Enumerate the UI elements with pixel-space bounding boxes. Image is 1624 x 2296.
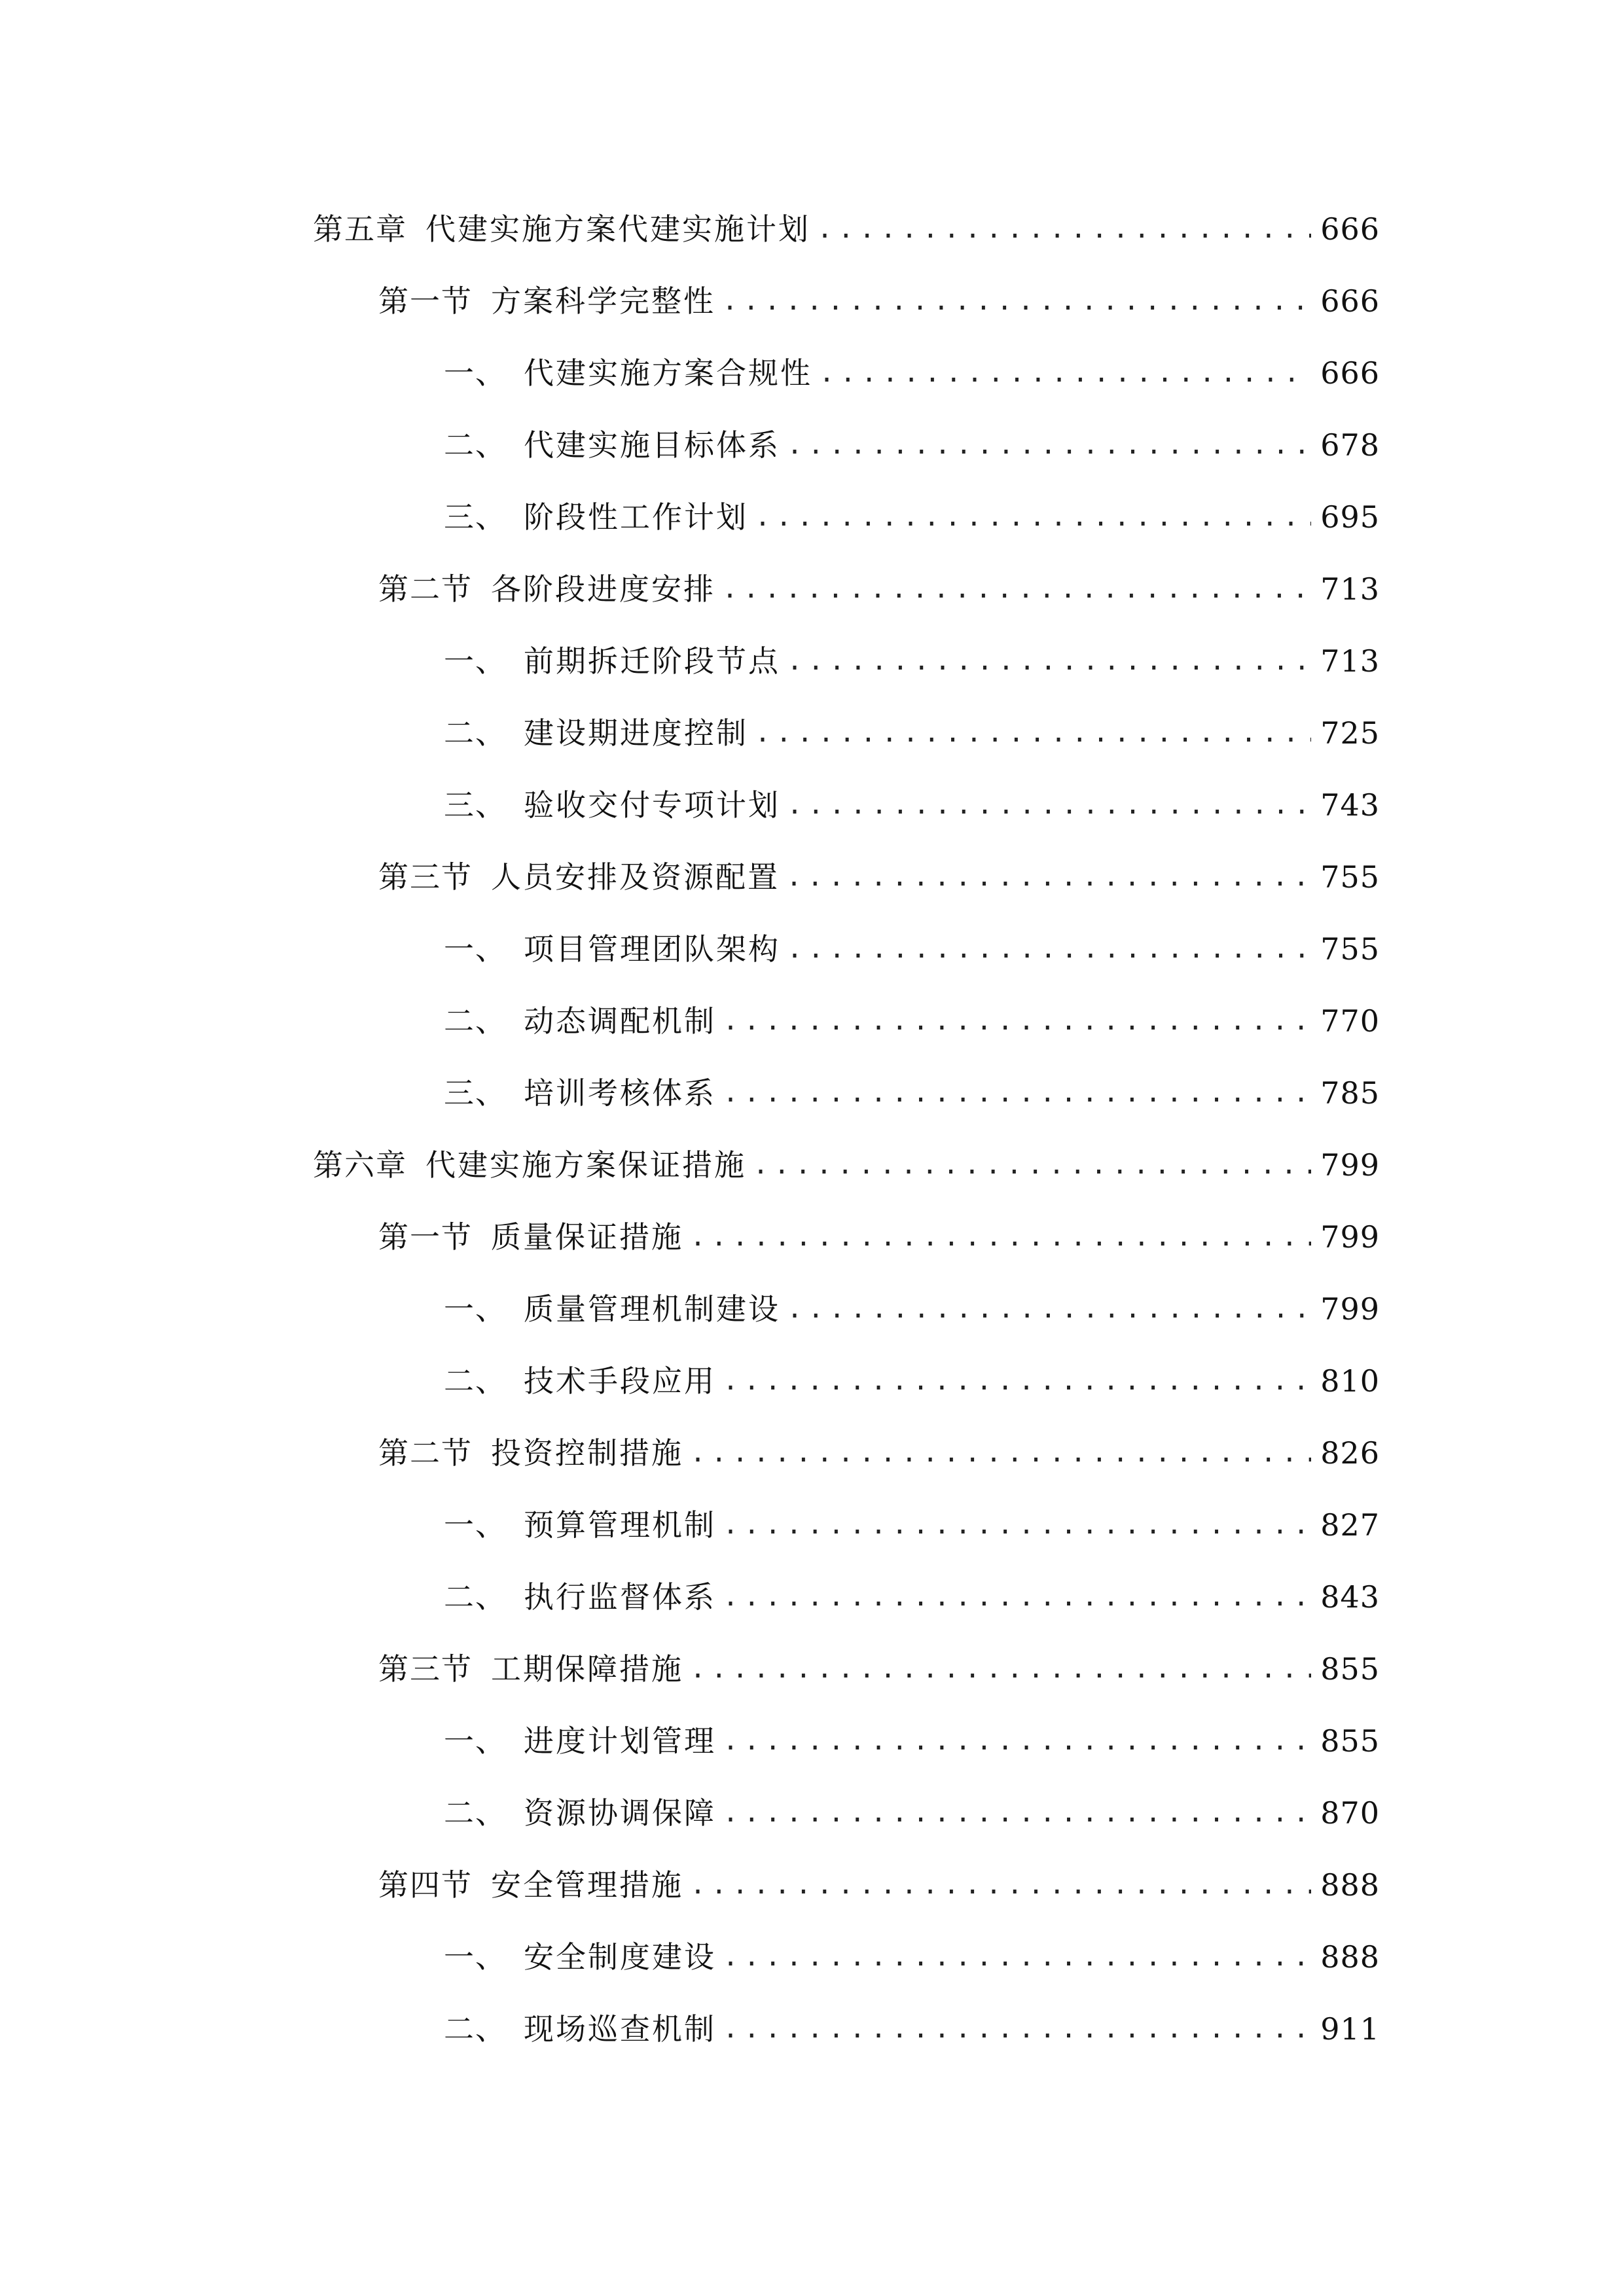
toc-dot-leader — [755, 491, 1311, 543]
toc-entry-title: 资源协调保障 — [524, 1795, 716, 1831]
toc-dot-leader — [723, 2003, 1311, 2055]
toc-entry-title: 验收交付专项计划 — [524, 787, 780, 823]
toc-entry-prefix: 第一节 — [378, 1219, 473, 1255]
toc-entry-page-number: 678 — [1320, 427, 1380, 463]
toc-entry-title: 投资控制措施 — [491, 1435, 683, 1471]
toc-entry-prefix: 第六章 — [313, 1147, 407, 1183]
toc-entry-title: 安全制度建设 — [524, 1939, 716, 1975]
toc-entry-page-number: 785 — [1320, 1075, 1380, 1111]
toc-entry-title: 人员安排及资源配置 — [491, 859, 780, 895]
toc-dot-leader — [722, 275, 1311, 327]
toc-entry-prefix: 一、 — [444, 1939, 507, 1975]
toc-entry-subsection[interactable] — [444, 1499, 1380, 1551]
toc-entry-section[interactable] — [378, 1643, 1380, 1695]
toc-dot-leader — [723, 1715, 1311, 1767]
toc-dot-leader — [817, 203, 1311, 255]
toc-entry-subsection[interactable] — [444, 779, 1380, 831]
toc-entry-title: 进度计划管理 — [524, 1723, 716, 1759]
toc-entry-prefix: 一、 — [444, 355, 507, 391]
toc-entry-section[interactable] — [378, 275, 1380, 327]
toc-entry-page-number: 713 — [1320, 571, 1380, 607]
toc-entry-page-number: 755 — [1320, 931, 1380, 967]
toc-entry-title: 质量管理机制建设 — [524, 1291, 780, 1327]
toc-entry-subsection[interactable] — [444, 1787, 1380, 1839]
toc-entry-subsection[interactable] — [444, 1355, 1380, 1407]
toc-entry-subsection[interactable] — [444, 491, 1380, 543]
toc-entry-page-number: 870 — [1320, 1795, 1380, 1831]
toc-entry-prefix: 第三节 — [378, 1651, 473, 1687]
toc-entry-section[interactable] — [378, 1859, 1380, 1911]
toc-entry-subsection[interactable] — [444, 1931, 1380, 1983]
toc-dot-leader — [787, 419, 1311, 471]
toc-dot-leader — [786, 851, 1311, 903]
toc-entry-prefix: 一、 — [444, 643, 507, 679]
toc-entry-prefix: 二、 — [444, 1003, 507, 1039]
toc-entry-section[interactable] — [378, 851, 1380, 903]
toc-entry-section[interactable] — [378, 1211, 1380, 1263]
toc-entry-page-number: 799 — [1320, 1219, 1380, 1255]
toc-entry-page-number: 666 — [1320, 283, 1380, 319]
toc-entry-page-number: 827 — [1320, 1507, 1380, 1543]
toc-entry-title: 项目管理团队架构 — [524, 931, 780, 967]
toc-entry-title: 代建实施目标体系 — [524, 427, 780, 463]
toc-dot-leader — [755, 707, 1311, 759]
toc-entry-page-number: 911 — [1320, 2011, 1380, 2047]
toc-entry-subsection[interactable] — [444, 1571, 1380, 1623]
toc-entry-page-number: 888 — [1320, 1867, 1380, 1903]
toc-entry-title: 动态调配机制 — [524, 1003, 716, 1039]
toc-entry-title: 培训考核体系 — [524, 1075, 716, 1111]
toc-entry-page-number: 799 — [1320, 1291, 1380, 1327]
toc-dot-leader — [787, 779, 1311, 831]
toc-entry-section[interactable] — [378, 563, 1380, 615]
toc-entry-subsection[interactable] — [444, 419, 1380, 471]
toc-dot-leader — [723, 1571, 1311, 1623]
toc-entry-title: 方案科学完整性 — [491, 283, 715, 319]
toc-dot-leader — [690, 1211, 1311, 1263]
toc-entry-prefix: 二、 — [444, 1363, 507, 1399]
toc-dot-leader — [723, 1355, 1311, 1407]
toc-entry-title: 安全管理措施 — [491, 1867, 683, 1903]
toc-entry-prefix: 第一节 — [378, 283, 473, 319]
toc-entry-prefix: 二、 — [444, 1579, 507, 1615]
toc-entry-title: 前期拆迁阶段节点 — [524, 643, 780, 679]
toc-entry-page-number: 725 — [1320, 715, 1380, 751]
toc-entry-prefix: 第五章 — [313, 211, 407, 247]
toc-entry-prefix: 二、 — [444, 2011, 507, 2047]
toc-entry-prefix: 一、 — [444, 931, 507, 967]
toc-entry-subsection[interactable] — [444, 995, 1380, 1047]
toc-entry-chapter[interactable] — [313, 1139, 1380, 1191]
toc-entry-title: 代建实施方案合规性 — [524, 355, 812, 391]
toc-entry-subsection[interactable] — [444, 1067, 1380, 1119]
toc-entry-title: 技术手段应用 — [524, 1363, 716, 1399]
toc-entry-page-number: 713 — [1320, 643, 1380, 679]
toc-entry-prefix: 二、 — [444, 427, 507, 463]
toc-entry-chapter[interactable] — [313, 203, 1380, 255]
toc-entry-title: 各阶段进度安排 — [491, 571, 715, 607]
toc-entry-page-number: 743 — [1320, 787, 1380, 823]
toc-entry-page-number: 770 — [1320, 1003, 1380, 1039]
toc-entry-section[interactable] — [378, 1427, 1380, 1479]
toc-entry-subsection[interactable] — [444, 1283, 1380, 1335]
toc-entry-page-number: 855 — [1320, 1723, 1380, 1759]
toc-entry-prefix: 一、 — [444, 1507, 507, 1543]
toc-entry-prefix: 二、 — [444, 715, 507, 751]
toc-entry-prefix: 第三节 — [378, 859, 473, 895]
toc-entry-subsection[interactable] — [444, 923, 1380, 975]
toc-entry-subsection[interactable] — [444, 635, 1380, 687]
toc-dot-leader — [723, 1499, 1311, 1551]
toc-dot-leader — [787, 923, 1311, 975]
toc-dot-leader — [723, 1931, 1311, 1983]
toc-entry-page-number: 799 — [1320, 1147, 1380, 1183]
toc-entry-prefix: 三、 — [444, 787, 507, 823]
toc-entry-title: 代建实施方案代建实施计划 — [425, 211, 810, 247]
toc-dot-leader — [723, 1067, 1311, 1119]
toc-entry-page-number: 855 — [1320, 1651, 1380, 1687]
toc-entry-prefix: 第四节 — [378, 1867, 473, 1903]
toc-dot-leader — [690, 1859, 1311, 1911]
toc-dot-leader — [819, 347, 1311, 399]
toc-entry-prefix: 三、 — [444, 499, 507, 535]
toc-entry-page-number: 666 — [1320, 355, 1380, 391]
toc-dot-leader — [753, 1139, 1311, 1191]
toc-entry-subsection[interactable] — [444, 2003, 1380, 2055]
toc-entry-page-number: 755 — [1320, 859, 1380, 895]
toc-entry-prefix: 第二节 — [378, 571, 473, 607]
toc-entry-title: 质量保证措施 — [491, 1219, 683, 1255]
toc-entry-prefix: 第二节 — [378, 1435, 473, 1471]
toc-entry-title: 执行监督体系 — [524, 1579, 716, 1615]
toc-entry-page-number: 695 — [1320, 499, 1380, 535]
toc-entry-page-number: 810 — [1320, 1363, 1380, 1399]
toc-entry-subsection[interactable] — [444, 707, 1380, 759]
toc-entry-prefix: 三、 — [444, 1075, 507, 1111]
toc-entry-page-number: 843 — [1320, 1579, 1380, 1615]
toc-entry-title: 阶段性工作计划 — [524, 499, 748, 535]
toc-entry-page-number: 826 — [1320, 1435, 1380, 1471]
toc-entry-prefix: 一、 — [444, 1723, 507, 1759]
toc-dot-leader — [723, 1787, 1311, 1839]
toc-entry-prefix: 二、 — [444, 1795, 507, 1831]
toc-entry-subsection[interactable] — [444, 347, 1380, 399]
toc-entry-page-number: 888 — [1320, 1939, 1380, 1975]
toc-dot-leader — [722, 563, 1311, 615]
toc-entry-page-number: 666 — [1320, 211, 1380, 247]
toc-dot-leader — [690, 1643, 1311, 1695]
toc-dot-leader — [787, 1283, 1311, 1335]
toc-dot-leader — [690, 1427, 1311, 1479]
toc-entry-prefix: 一、 — [444, 1291, 507, 1327]
toc-dot-leader — [787, 635, 1311, 687]
toc-entry-subsection[interactable] — [444, 1715, 1380, 1767]
toc-entry-title: 建设期进度控制 — [524, 715, 748, 751]
toc-entry-title: 工期保障措施 — [491, 1651, 683, 1687]
toc-dot-leader — [723, 995, 1311, 1047]
toc-entry-title: 代建实施方案保证措施 — [425, 1147, 746, 1183]
toc-entry-title: 预算管理机制 — [524, 1507, 716, 1543]
toc-entry-title: 现场巡查机制 — [524, 2011, 716, 2047]
